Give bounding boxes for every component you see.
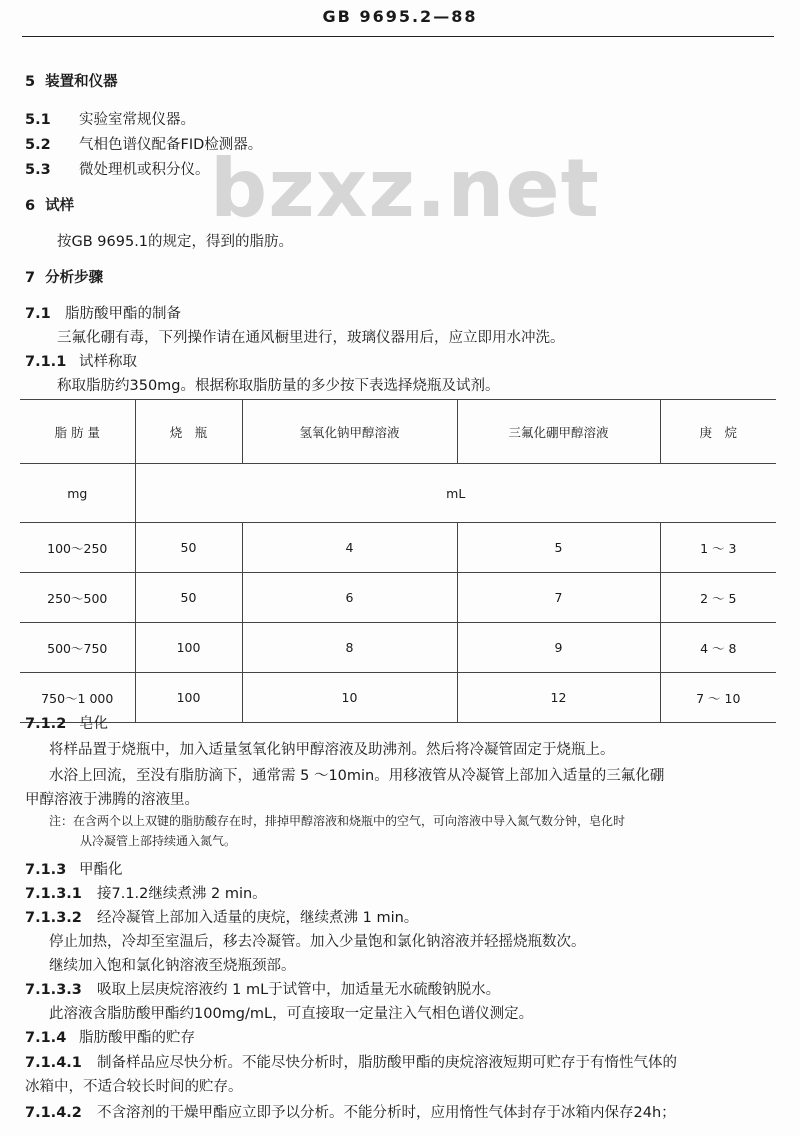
section-7-1-2-heading: 7.1.2 皂化 xyxy=(25,716,108,732)
table-cell: 10 xyxy=(242,673,457,723)
item-7-1-3-3: 7.1.3.3 吸取上层庚烷溶液约 1 mL于试管中，加适量无水硫酸钠脱水。 xyxy=(25,982,501,998)
table-cell: 5 xyxy=(457,523,660,573)
section-7-1-1-heading: 7.1.1 试样称取 xyxy=(25,354,137,370)
unit-mg: mg xyxy=(20,464,135,523)
item-7-1-4-2: 7.1.4.2 不含溶剂的干燥甲酯应立即予以分析。不能分析时，应用惰性气体封存于冰箱内保存24h； xyxy=(25,1105,676,1121)
section-7-1-heading: 7.1 脂肪酸甲酯的制备 xyxy=(25,306,181,322)
table-cell: 4 ～ 8 xyxy=(660,623,776,673)
item-5-1: 5.1 实验室常规仪器。 xyxy=(25,112,195,128)
table-cell: 6 xyxy=(242,573,457,623)
unit-ml: mL xyxy=(135,464,776,523)
section-7-1-2-p2b: 甲醇溶液于沸腾的溶液里。 xyxy=(25,792,199,808)
header-bf3-methanol: 三氟化硼甲醇溶液 xyxy=(457,400,660,464)
item-5-3: 5.3 微处理机或积分仪。 xyxy=(25,162,210,178)
table-cell: 12 xyxy=(457,673,660,723)
table-cell: 7 xyxy=(457,573,660,623)
header-naoh-methanol: 氢氧化钠甲醇溶液 xyxy=(242,400,457,464)
table-row xyxy=(20,573,776,623)
section-7-1-2-note-b: 从冷凝管上部持续通入氮气。 xyxy=(80,834,237,848)
table-cell: 9 xyxy=(457,623,660,673)
table-cell: 4 xyxy=(242,523,457,573)
table-cell: 750～1 000 xyxy=(20,673,135,723)
section-7-heading: 7 分析步骤 xyxy=(25,270,104,286)
item-5-2: 5.2 气相色谱仪配备FID检测器。 xyxy=(25,137,263,153)
section-7-1-2-p1: 将样品置于烧瓶中，加入适量氢氧化钠甲醇溶液及助沸剂。然后将冷凝管固定于烧瓶上。 xyxy=(49,742,615,758)
table-cell: 2 ～ 5 xyxy=(660,573,776,623)
item-7-1-3-2-p2: 继续加入饱和氯化钠溶液至烧瓶颈部。 xyxy=(49,958,296,974)
item-7-1-3-2-p1: 停止加热，冷却至室温后，移去冷凝管。加入少量饱和氯化钠溶液并轻摇烧瓶数次。 xyxy=(49,934,586,950)
header-fat-amount: 脂 肪 量 xyxy=(20,400,135,464)
document-header: GB 9695.2—88 xyxy=(322,7,478,26)
table-cell: 50 xyxy=(135,573,242,623)
watermark: bzxz.net xyxy=(210,142,600,235)
section-7-1-body: 三氟化硼有毒，下列操作请在通风橱里进行，玻璃仪器用后，应立即用水冲洗。 xyxy=(57,330,565,346)
section-5-heading: 5 装置和仪器 xyxy=(25,74,118,90)
section-7-1-2-p2a: 水浴上回流，至没有脂肪滴下，通常需 5 ～10min。用移液管从冷凝管上部加入适量的三氟化硼 xyxy=(49,768,665,784)
table-header-row xyxy=(20,400,776,464)
item-7-1-3-2: 7.1.3.2 经冷凝管上部加入适量的庚烷，继续煮沸 1 min。 xyxy=(25,910,419,926)
table-cell: 100～250 xyxy=(20,523,135,573)
table-row xyxy=(20,523,776,573)
table-cell: 100 xyxy=(135,623,242,673)
item-7-1-3-3-p1: 此溶液含脂肪酸甲酯约100mg/mL，可直接取一定量注入气相色谱仪测定。 xyxy=(49,1006,534,1022)
section-7-1-3-heading: 7.1.3 甲酯化 xyxy=(25,862,123,878)
table-cell: 250～500 xyxy=(20,573,135,623)
table-cell: 7 ～ 10 xyxy=(660,673,776,723)
item-7-1-4-1: 7.1.4.1 制备样品应尽快分析。不能尽快分析时，脂肪酸甲酯的庚烷溶液短期可贮存于有惰性气体的 xyxy=(25,1055,677,1071)
item-7-1-4-1-cont: 冰箱中，不适合较长时间的贮存。 xyxy=(25,1079,243,1095)
section-6-body: 按GB 9695.1的规定，得到的脂肪。 xyxy=(57,234,294,250)
table-cell: 8 xyxy=(242,623,457,673)
header-rule xyxy=(22,36,774,37)
header-flask: 烧 瓶 xyxy=(135,400,242,464)
section-6-heading: 6 试样 xyxy=(25,198,75,214)
section-7-1-2-note-a: 注：在含两个以上双键的脂肪酸存在时，排掉甲醇溶液和烧瓶中的空气，可向溶液中导入氮气数分钟，皂化时 xyxy=(49,814,626,828)
table-cell: 500～750 xyxy=(20,623,135,673)
reagent-table xyxy=(20,399,776,723)
table-cell: 100 xyxy=(135,673,242,723)
item-7-1-3-1: 7.1.3.1 接7.1.2继续煮沸 2 min。 xyxy=(25,886,267,902)
header-heptane: 庚 烷 xyxy=(660,400,776,464)
table-unit-row xyxy=(20,464,776,523)
section-7-1-1-body: 称取脂肪约350mg。根据称取脂肪量的多少按下表选择烧瓶及试剂。 xyxy=(57,378,500,394)
section-7-1-4-heading: 7.1.4 脂肪酸甲酯的贮存 xyxy=(25,1030,195,1046)
table-cell: 50 xyxy=(135,523,242,573)
table-row xyxy=(20,623,776,673)
table-row xyxy=(20,673,776,723)
table-cell: 1 ～ 3 xyxy=(660,523,776,573)
